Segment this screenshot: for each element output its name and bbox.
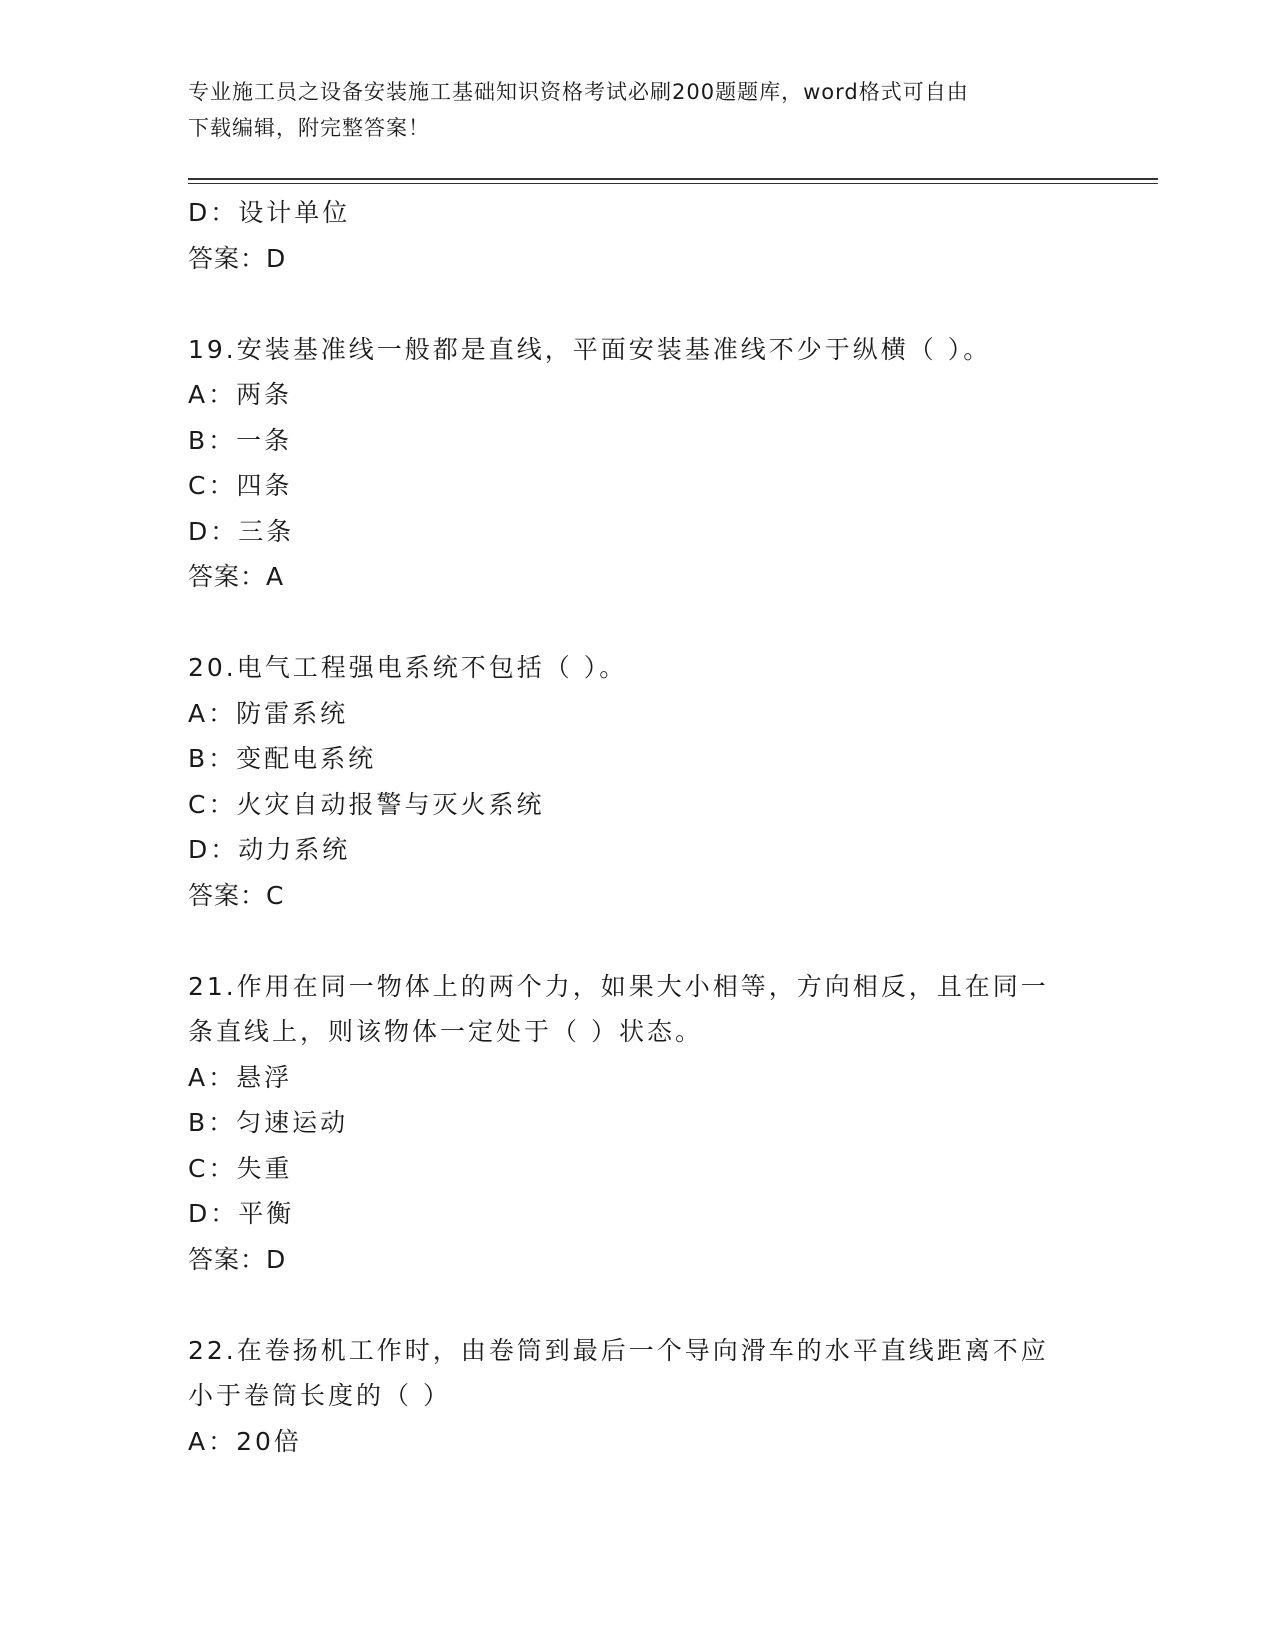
spacer (188, 1282, 1088, 1328)
option-b: B：匀速运动 (188, 1108, 349, 1137)
question-stem-line-2: 条直线上，则该物体一定处于（ ）状态。 (188, 1017, 703, 1046)
answer-line: 答案：D (188, 243, 287, 273)
option-d: D：平衡 (188, 1199, 295, 1228)
answer-line: 答案：D (188, 1244, 287, 1274)
question-stem: 19.安装基准线一般都是直线，平面安装基准线不少于纵横（ ）。 (188, 334, 992, 364)
header-line-2: 下载编辑，附完整答案！ (188, 116, 430, 140)
header-divider-thick (188, 178, 1158, 180)
option-d: D：三条 (188, 516, 295, 546)
question-stem: 20.电气工程强电系统不包括（ ）。 (188, 653, 628, 682)
question-list (188, 190, 1088, 1464)
spacer (188, 918, 1088, 964)
header-divider-thin (188, 183, 1158, 184)
option-a: A：20倍 (188, 1426, 302, 1456)
question-22 (188, 1328, 1088, 1465)
option-a: A：防雷系统 (188, 698, 349, 728)
spacer (188, 281, 1088, 327)
question-stem-line-1: 22.在卷扬机工作时，由卷筒到最后一个导向滑车的水平直线距离不应 (188, 1335, 1049, 1365)
question-20 (188, 645, 1088, 918)
question-21 (188, 964, 1088, 1283)
header-line-1: 专业施工员之设备安装施工基础知识资格考试必刷200题题库，word格式可自由 (188, 80, 969, 104)
answer-line: 答案：A (188, 562, 285, 591)
spacer (188, 600, 1088, 646)
option-d: D：动力系统 (188, 835, 351, 864)
option-d: D：设计单位 (188, 198, 351, 227)
option-b: B：变配电系统 (188, 744, 377, 773)
option-a: A：悬浮 (188, 1062, 293, 1092)
document-header (188, 74, 1068, 146)
option-a: A：两条 (188, 380, 293, 409)
question-stem-line-2: 小于卷筒长度的（ ） (188, 1381, 451, 1410)
option-b: B：一条 (188, 425, 293, 455)
previous-question-tail (188, 190, 1088, 281)
option-c: C：四条 (188, 471, 293, 500)
question-19 (188, 327, 1088, 600)
answer-line: 答案：C (188, 880, 285, 910)
question-stem-line-1: 21.作用在同一物体上的两个力，如果大小相等，方向相反，且在同一 (188, 971, 1049, 1001)
option-c: C：失重 (188, 1153, 293, 1183)
option-c: C：火灾自动报警与灭火系统 (188, 789, 545, 819)
